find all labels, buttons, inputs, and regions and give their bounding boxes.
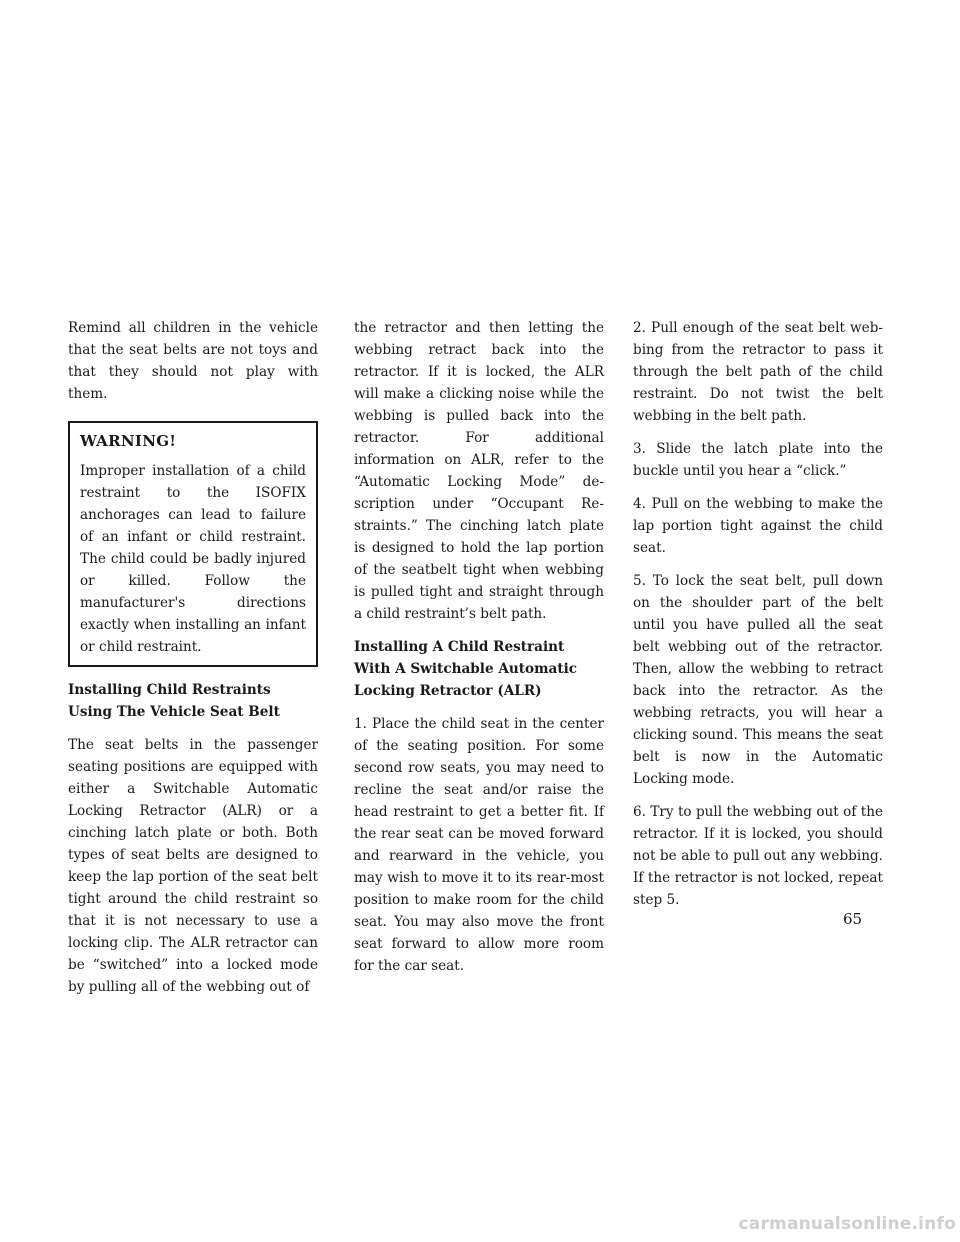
section-heading-alr: Installing A Child Restraint With A Switchable Automatic Locking Retractor (ALR) — [354, 639, 578, 699]
step-4: 4. Pull on the webbing to make the lap portion tight against the child seat. — [633, 496, 883, 556]
watermark: carmanualsonline.info — [738, 1214, 956, 1234]
text-column-right — [633, 317, 883, 922]
section-heading-seat-belt: Installing Child Restraints Using The Vehicle Seat Belt — [68, 682, 280, 720]
step-2: 2. Pull enough of the seat belt webbing from the retractor to pass it through the belt path of the child restraint. Do not twist the belt webbing in the belt path. — [633, 320, 883, 424]
intro-paragraph: Remind all children in the vehicle that the seat belts are not toys and that they should not play with them. — [68, 320, 318, 402]
step-3: 3. Slide the latch plate into the buckle until you hear a “click.” — [633, 441, 883, 479]
warning-box — [68, 421, 318, 667]
page-number: 65 — [843, 910, 863, 928]
text-column-left — [68, 317, 318, 1009]
warning-title: WARNING! — [80, 432, 177, 450]
step-5: 5. To lock the seat belt, pull down on the shoulder part of the belt until you have pulled all the seat belt webbing out of the retractor. Then, allow the webbing to retract back into the retractor. As the webbing retracts, you will hear a clicking sound. This means the seat belt is now in the Automatic Locking mode. — [633, 573, 883, 787]
text-column-middle — [354, 317, 604, 988]
step-1: 1. Place the child seat in the center of the seating position. For some second row seats, you may need to recline the seat and/or raise the head restraint to get a better fit. If the rear seat can be moved forward and rearward in the vehicle, you may wish to move it to its rear-most position to make room for the child seat. You may also move the front seat forward to allow more room for the car seat. — [354, 716, 604, 974]
step-6: 6. Try to pull the webbing out of the retractor. If it is locked, you should not be able to pull out any webbing. If the retractor is not locked, repeat step 5. — [633, 804, 883, 908]
warning-text: Improper installation of a child restraint to the ISOFIX anchorages can lead to failure of an infant or child restraint. The child could be badly injured or killed. Follow the manufacturer's directions exactly when installing an infant or child restraint. — [80, 463, 306, 655]
alr-paragraph: the retractor and then letting the webbing retract back into the retractor. If it is locked, the ALR will make a clicking noise while the webbing is pulled back into the retractor. For additional information on ALR, refer to the “Automatic Locking Mode” description under “Occupant Restraints.” The cinching latch plate is designed to hold the lap portion of the seatbelt tight when webbing is pulled tight and straight through a child restraint’s belt path. — [354, 320, 604, 622]
seat-belt-paragraph: The seat belts in the passenger seating positions are equipped with either a Switchable Automatic Locking Retractor (ALR) or a cinching latch plate or both. Both types of seat belts are designed to keep the lap portion of the seat belt tight around the child restraint so that it is not necessary to use a locking clip. The ALR retractor can be “switched” into a locked mode by pulling all of the webbing out of — [68, 737, 318, 995]
